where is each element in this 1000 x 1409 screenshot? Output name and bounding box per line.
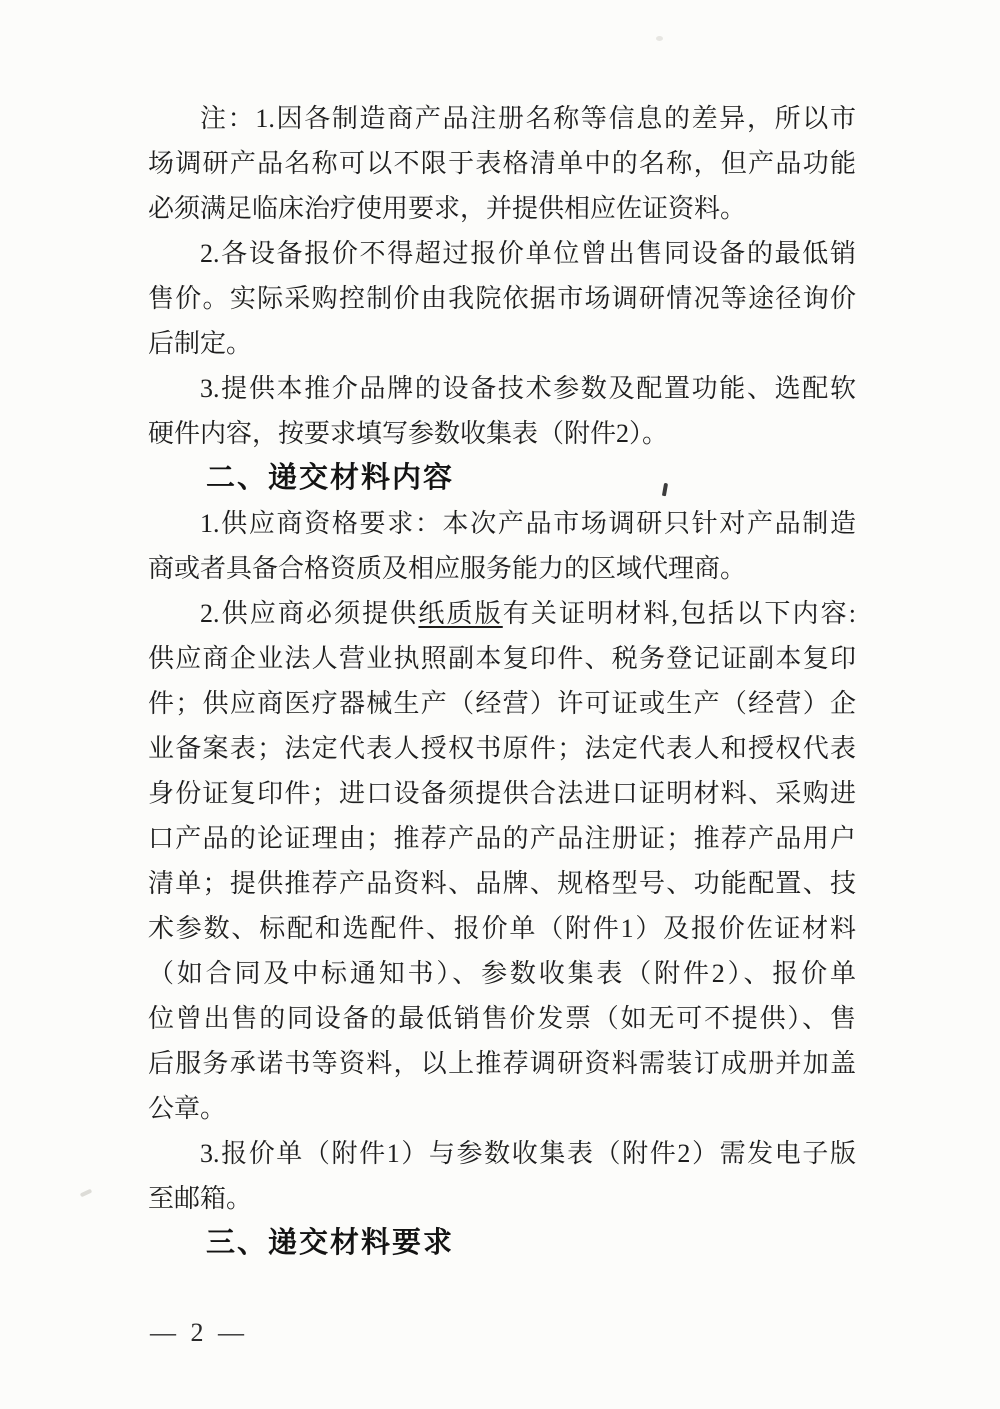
text-line: 清单；提供推荐产品资料、品牌、规格型号、功能配置、技 <box>148 869 856 898</box>
text-line: 3.提供本推介品牌的设备技术参数及配置功能、选配软 <box>200 374 856 403</box>
text-line: （如合同及中标通知书）、参数收集表（附件2）、报价单 <box>148 959 856 988</box>
text-line: 1.供应商资格要求：本次产品市场调研只针对产品制造 <box>200 509 856 538</box>
text-line: 2.供应商必须提供纸质版有关证明材料,包括以下内容: <box>200 599 856 628</box>
text-line: 件；供应商医疗器械生产（经营）许可证或生产（经营）企 <box>148 689 856 718</box>
section-heading: 二、递交材料内容 <box>206 462 455 494</box>
text-line: 业备案表；法定代表人授权书原件；法定代表人和授权代表 <box>148 734 856 763</box>
text-line: 位曾出售的同设备的最低销售价发票（如无可不提供）、售 <box>148 1004 856 1033</box>
text-line: 后制定。 <box>148 329 253 358</box>
underlined-text: 纸质版 <box>418 599 503 628</box>
section-heading: 三、递交材料要求 <box>206 1227 455 1259</box>
document-body <box>148 96 856 1266</box>
text-line: 必须满足临床治疗使用要求，并提供相应佐证资料。 <box>148 194 747 223</box>
text-line: 供应商企业法人营业执照副本复印件、税务登记证副本复印 <box>148 644 856 673</box>
text-line: 场调研产品名称可以不限于表格清单中的名称，但产品功能 <box>148 149 856 178</box>
text-line: 注：1.因各制造商产品注册名称等信息的差异，所以市 <box>200 104 856 133</box>
text-line: 2.各设备报价不得超过报价单位曾出售同设备的最低销 <box>200 239 856 268</box>
text-line: 3.报价单（附件1）与参数收集表（附件2）需发电子版 <box>200 1139 856 1168</box>
text-line: 商或者具备合格资质及相应服务能力的区域代理商。 <box>148 554 747 583</box>
text-line: 至邮箱。 <box>148 1184 253 1213</box>
text-line: 口产品的论证理由；推荐产品的产品注册证；推荐产品用户 <box>148 824 856 853</box>
text-line: 后服务承诺书等资料，以上推荐调研资料需装订成册并加盖 <box>148 1049 856 1078</box>
text-line: 公章。 <box>148 1094 227 1123</box>
text-line: 身份证复印件；进口设备须提供合法进口证明材料、采购进 <box>148 779 856 808</box>
text-line: 售价。实际采购控制价由我院依据市场调研情况等途径询价 <box>148 284 856 313</box>
scan-artifact-speck <box>80 1189 93 1198</box>
page-number: — 2 — <box>150 1318 248 1347</box>
text-line: 硬件内容，按要求填写参数收集表（附件2）。 <box>148 419 669 448</box>
text-line: 术参数、标配和选配件、报价单（附件1）及报价佐证材料 <box>148 914 856 943</box>
scan-artifact-speck <box>656 36 663 41</box>
